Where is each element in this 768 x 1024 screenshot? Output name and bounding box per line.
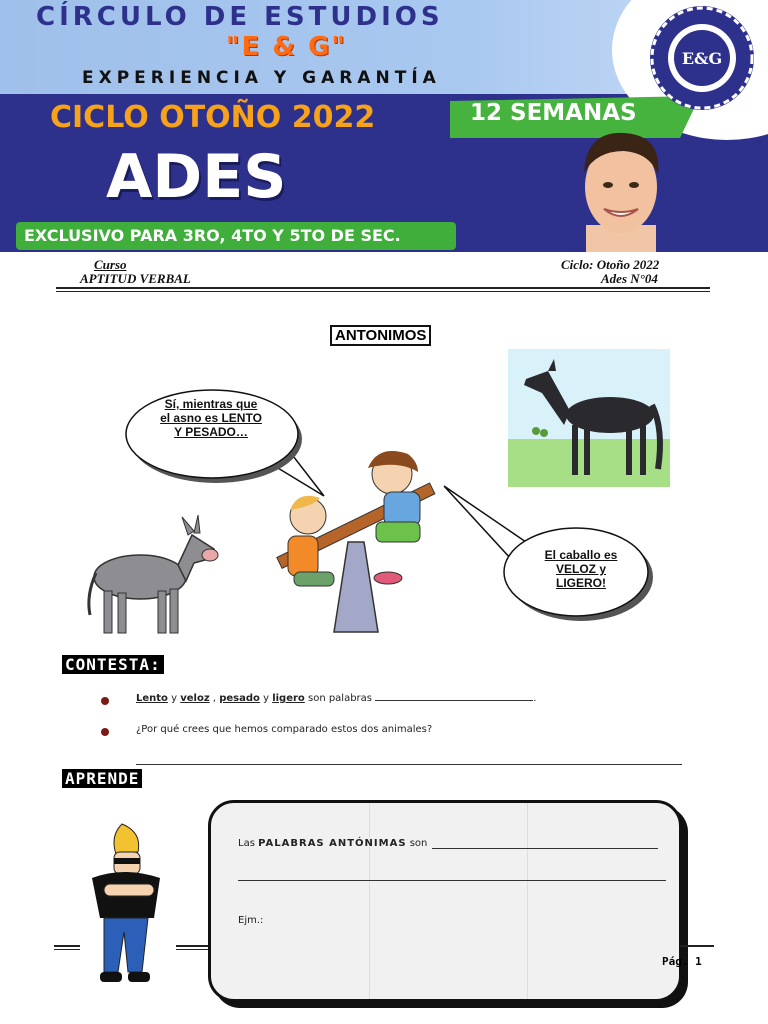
definition-blank-1[interactable] <box>432 848 658 849</box>
footer-rule-right <box>680 945 714 947</box>
bullet-icon <box>101 728 109 736</box>
course-name: APTITUD VERBAL <box>80 271 191 286</box>
program-title: ADES <box>106 142 287 212</box>
footer-rule-left-thin <box>54 949 80 950</box>
tagline: EXPERIENCIA Y GARANTÍA <box>82 68 441 88</box>
right-bubble-line-3: LIGERO! <box>556 576 606 590</box>
institution-name: CÍRCULO DE ESTUDIOS <box>36 2 444 32</box>
right-bubble-line-2: VELOZ y <box>555 562 606 576</box>
page-title: ANTONIMOS <box>330 325 431 346</box>
aprende-label: APRENDE <box>62 769 142 788</box>
course-label: Curso <box>94 257 127 272</box>
word-veloz: veloz <box>180 693 210 704</box>
johnny-bravo-illustration <box>84 822 170 990</box>
answer-blank-2[interactable] <box>136 764 682 765</box>
aprende-card <box>208 800 682 1002</box>
left-bubble-line-2: el asno es LENTO <box>160 411 262 425</box>
eg-logo-icon <box>648 4 756 112</box>
word-lento: Lento <box>136 693 168 704</box>
svg-text:E&G: E&G <box>681 49 723 68</box>
header-rule <box>56 287 710 289</box>
left-bubble-line-1: Sí, mientras que <box>164 397 258 411</box>
footer-rule-left <box>54 945 80 947</box>
example-label: Ejm.: <box>238 915 264 926</box>
footer-rule-mid <box>176 945 208 947</box>
student-photo <box>566 125 676 252</box>
word-pesado: pesado <box>219 693 260 704</box>
right-bubble-line-1: El caballo es <box>544 548 618 562</box>
donkey-illustration <box>82 515 222 640</box>
left-bubble-line-3: Y PESADO… <box>174 425 248 439</box>
word-ligero: ligero <box>272 693 305 704</box>
page-number: Pág. 1 <box>662 955 702 968</box>
course-cycle: Ciclo: Otoño 2022 <box>561 257 660 272</box>
contesta-label: CONTESTA: <box>62 655 164 674</box>
course-code: Ades N°04 <box>601 271 658 286</box>
header-rule-thin <box>56 291 710 292</box>
definition-blank-2[interactable] <box>238 880 666 881</box>
term-antonimas: PALABRAS ANTÓNIMAS <box>258 838 407 849</box>
cycle-title: CICLO OTOÑO 2022 <box>50 100 376 135</box>
footer-rule-mid-thin <box>176 949 208 950</box>
horse-illustration <box>508 349 670 487</box>
exclusive-banner-label: EXCLUSIVO PARA 3RO, 4TO Y 5TO DE SEC. <box>24 226 401 245</box>
kids-seesaw-illustration <box>268 432 454 638</box>
brand-name: "E & G" <box>226 32 347 62</box>
bullet-icon <box>101 697 109 705</box>
question-1: Lento y veloz , pesado y ligero son palabras . <box>136 693 537 704</box>
definition-prompt: Las PALABRAS ANTÓNIMAS son <box>238 838 428 849</box>
weeks-badge-label: 12 SEMANAS <box>470 100 637 126</box>
question-2: ¿Por qué crees que hemos comparado estos dos animales? <box>136 724 433 735</box>
answer-blank-1[interactable] <box>375 700 533 701</box>
